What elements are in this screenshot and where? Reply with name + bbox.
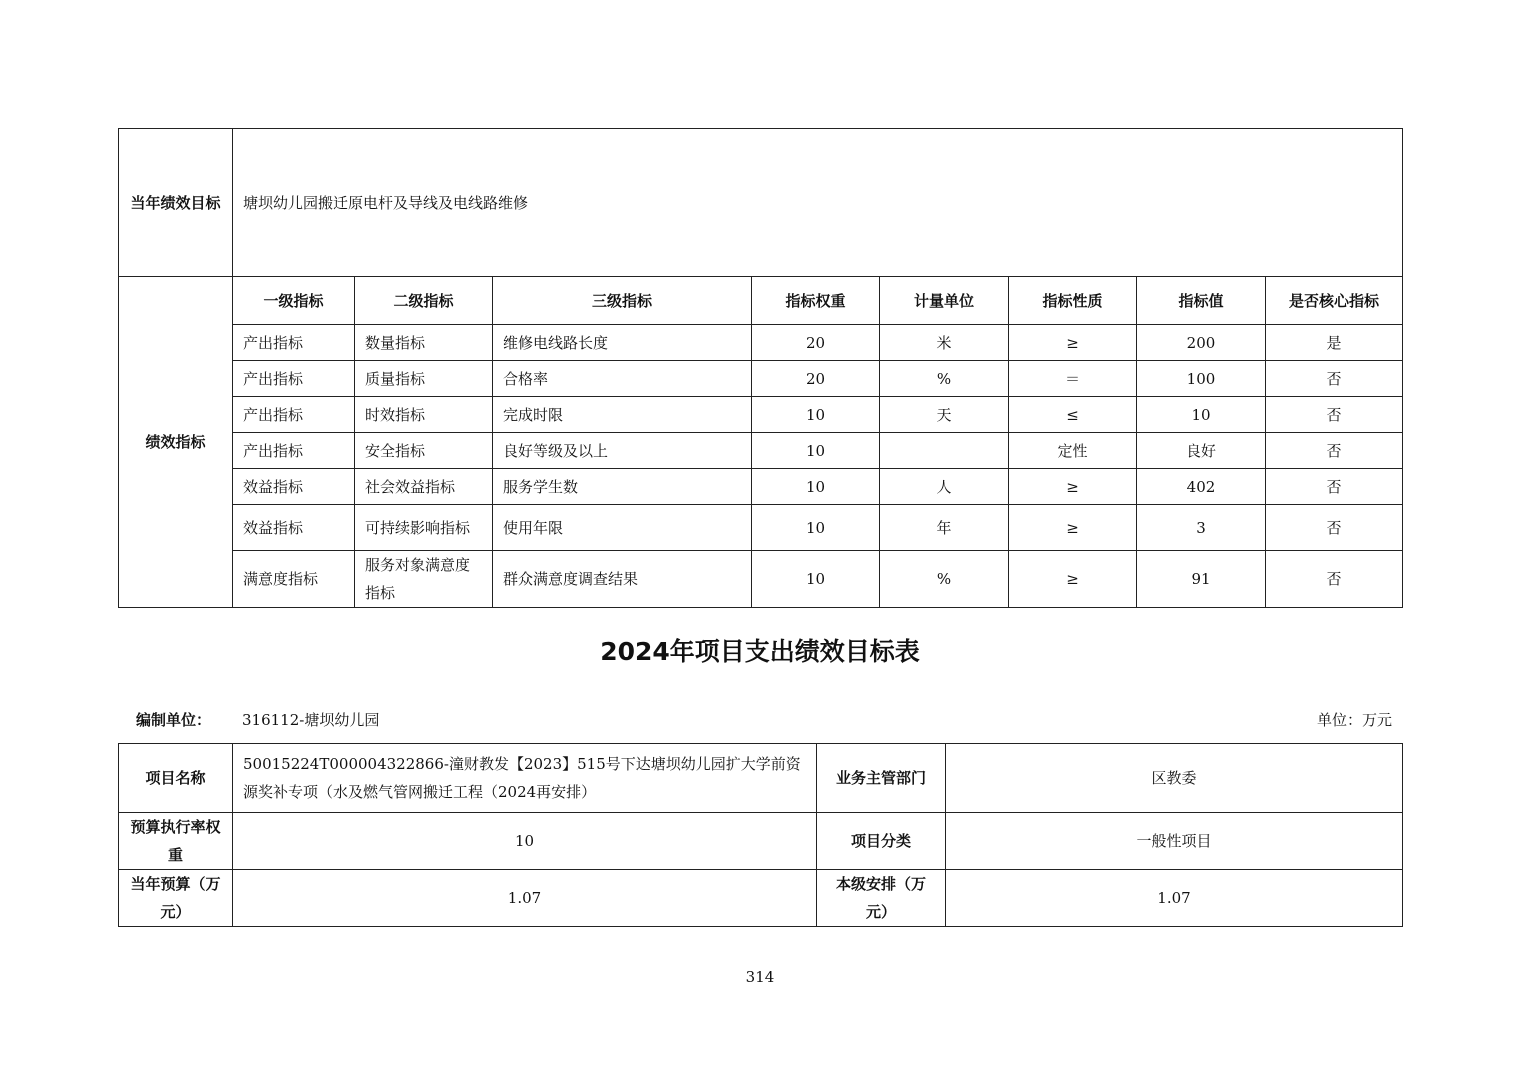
level3-cell: 维修电线路长度 — [493, 325, 752, 361]
level2-cell: 可持续影响指标 — [355, 505, 493, 551]
core-cell: 否 — [1266, 433, 1403, 469]
weight-cell: 10 — [752, 469, 880, 505]
table-row — [119, 551, 1403, 608]
header-cell: 计量单位 — [880, 277, 1009, 325]
weight-cell: 10 — [752, 397, 880, 433]
value-cell: 402 — [1137, 469, 1266, 505]
core-cell: 否 — [1266, 397, 1403, 433]
table-row — [119, 361, 1403, 397]
budget-label: 当年预算（万元） — [119, 870, 233, 927]
unit-cell: % — [880, 361, 1009, 397]
core-cell: 否 — [1266, 361, 1403, 397]
level1-cell: 产出指标 — [233, 361, 355, 397]
level3-cell: 良好等级及以上 — [493, 433, 752, 469]
header-cell: 指标值 — [1137, 277, 1266, 325]
unit-cell: 年 — [880, 505, 1009, 551]
level3-cell: 合格率 — [493, 361, 752, 397]
table-row — [119, 433, 1403, 469]
level-label: 本级安排（万元） — [817, 870, 946, 927]
performance-table — [118, 128, 1403, 608]
dept-label: 业务主管部门 — [817, 744, 946, 813]
indicators-label: 绩效指标 — [119, 277, 233, 608]
nature-cell: ≥ — [1009, 469, 1137, 505]
level1-cell: 满意度指标 — [233, 551, 355, 608]
level3-cell: 使用年限 — [493, 505, 752, 551]
nature-cell: ≥ — [1009, 551, 1137, 608]
project-name-label: 项目名称 — [119, 744, 233, 813]
value-cell: 100 — [1137, 361, 1266, 397]
core-cell: 否 — [1266, 469, 1403, 505]
rate-row — [119, 813, 1403, 870]
level2-cell: 服务对象满意度指标 — [355, 551, 493, 608]
project-name-row — [119, 744, 1403, 813]
header-cell: 是否核心指标 — [1266, 277, 1403, 325]
level2-cell: 社会效益指标 — [355, 469, 493, 505]
category-label: 项目分类 — [817, 813, 946, 870]
project-table — [118, 743, 1403, 927]
weight-cell: 20 — [752, 361, 880, 397]
weight-cell: 10 — [752, 551, 880, 608]
header-cell: 指标性质 — [1009, 277, 1137, 325]
table-row — [119, 469, 1403, 505]
level2-cell: 时效指标 — [355, 397, 493, 433]
unit-cell: 天 — [880, 397, 1009, 433]
org-value: 316112-塘坝幼儿园 — [242, 711, 380, 729]
nature-cell: ≥ — [1009, 325, 1137, 361]
level1-cell: 效益指标 — [233, 469, 355, 505]
level3-cell: 完成时限 — [493, 397, 752, 433]
weight-cell: 10 — [752, 433, 880, 469]
core-cell: 否 — [1266, 505, 1403, 551]
level2-cell: 质量指标 — [355, 361, 493, 397]
value-cell: 10 — [1137, 397, 1266, 433]
goal-text: 塘坝幼儿园搬迁原电杆及导线及电线路维修 — [233, 129, 1403, 277]
value-cell: 3 — [1137, 505, 1266, 551]
category-value: 一般性项目 — [946, 813, 1403, 870]
page-number: 314 — [745, 968, 775, 986]
table-row — [119, 397, 1403, 433]
level1-cell: 产出指标 — [233, 397, 355, 433]
unit-cell — [880, 433, 1009, 469]
nature-cell: ≥ — [1009, 505, 1137, 551]
project-name-value: 50015224T000004322866-潼财教发【2023】515号下达塘坝幼儿园扩大学前资源奖补专项（水及燃气管网搬迁工程（2024再安排） — [233, 744, 817, 813]
header-cell: 三级指标 — [493, 277, 752, 325]
dept-value: 区教委 — [946, 744, 1403, 813]
header-cell: 二级指标 — [355, 277, 493, 325]
table-row — [119, 505, 1403, 551]
page-title: 2024年项目支出绩效目标表 — [600, 637, 920, 666]
currency-unit: 单位：万元 — [1316, 711, 1392, 729]
nature-cell: ＝ — [1009, 361, 1137, 397]
table-row — [119, 325, 1403, 361]
budget-value: 1.07 — [233, 870, 817, 927]
unit-cell: % — [880, 551, 1009, 608]
indicator-header-row — [119, 277, 1403, 325]
core-cell: 是 — [1266, 325, 1403, 361]
org-label: 编制单位： — [136, 711, 212, 729]
level3-cell: 群众满意度调查结果 — [493, 551, 752, 608]
budget-row — [119, 870, 1403, 927]
unit-cell: 米 — [880, 325, 1009, 361]
weight-cell: 20 — [752, 325, 880, 361]
rate-label: 预算执行率权重 — [119, 813, 233, 870]
rate-value: 10 — [233, 813, 817, 870]
weight-cell: 10 — [752, 505, 880, 551]
nature-cell: ≤ — [1009, 397, 1137, 433]
level1-cell: 产出指标 — [233, 325, 355, 361]
header-cell: 一级指标 — [233, 277, 355, 325]
unit-cell: 人 — [880, 469, 1009, 505]
value-cell: 91 — [1137, 551, 1266, 608]
goal-row — [119, 129, 1403, 277]
level2-cell: 数量指标 — [355, 325, 493, 361]
goal-label: 当年绩效目标 — [119, 129, 233, 277]
level3-cell: 服务学生数 — [493, 469, 752, 505]
level2-cell: 安全指标 — [355, 433, 493, 469]
level1-cell: 效益指标 — [233, 505, 355, 551]
level1-cell: 产出指标 — [233, 433, 355, 469]
value-cell: 200 — [1137, 325, 1266, 361]
value-cell: 良好 — [1137, 433, 1266, 469]
header-cell: 指标权重 — [752, 277, 880, 325]
nature-cell: 定性 — [1009, 433, 1137, 469]
core-cell: 否 — [1266, 551, 1403, 608]
level-value: 1.07 — [946, 870, 1403, 927]
